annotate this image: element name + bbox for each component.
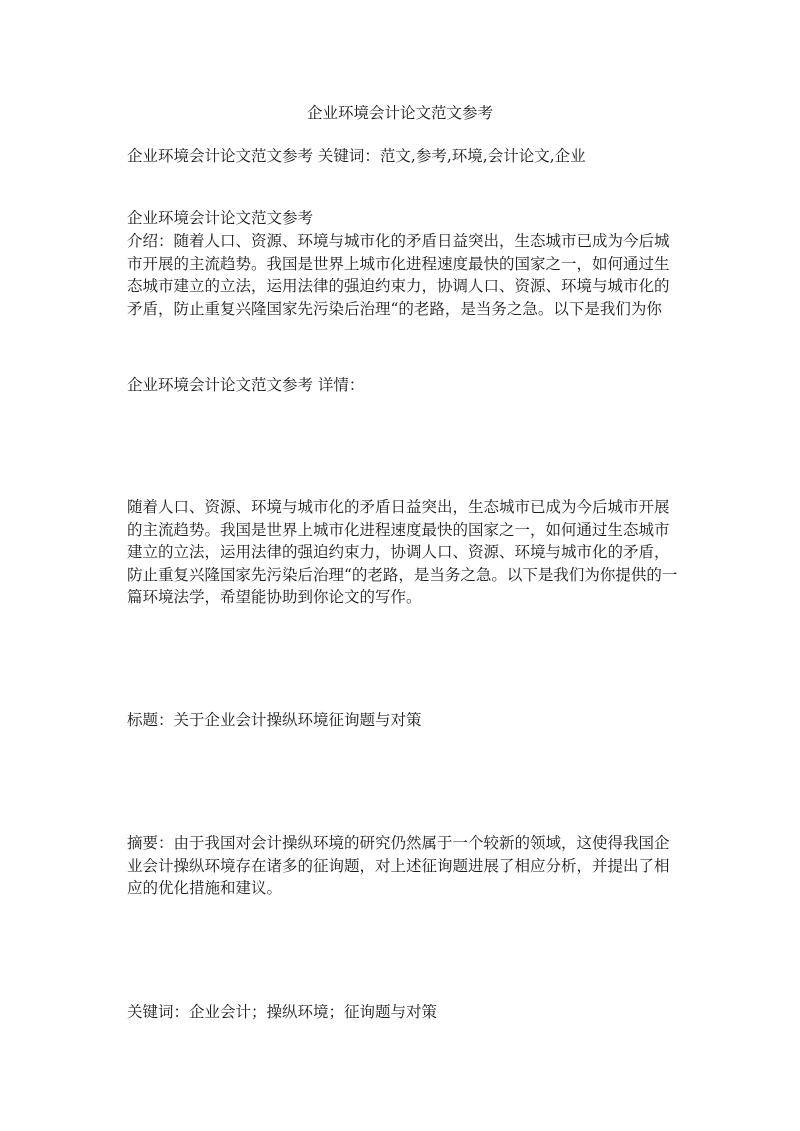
intro-text: 介绍：随着人口、资源、环境与城市化的矛盾日益突出，生态城市已成为今后城市开展的主流趋势。我国是世界上城市化进程速度最快的国家之一，如何通过生态城市建立的立法，运用法律的强迫约束力，协调人口、资源、环境与城市化的矛盾，防止重复兴隆国家先污染后治理“的老路，是当务之急。以下是我们为你 bbox=[127, 232, 670, 318]
document-title: 企业环境会计论文范文参考 bbox=[306, 104, 493, 122]
keywords-line: 企业环境会计论文范文参考 关键词：范文,参考,环境,会计论文,企业 bbox=[127, 147, 586, 165]
body-paragraph: 随着人口、资源、环境与城市化的矛盾日益突出，生态城市已成为今后城市开展的主流趋势。我国是世界上城市化进程速度最快的国家之一，如何通过生态城市建立的立法，运用法律的强迫约束力，协调人口、资源、环境与城市化的矛盾，防止重复兴隆国家先污染后治理“的老路，是当务之急。以下是我们为你提供的一篇环境法学，希望能协助到你论文的写作。 bbox=[127, 498, 678, 606]
paper-title: 标题：关于企业会计操纵环境征询题与对策 bbox=[127, 711, 422, 729]
intro-heading: 企业环境会计论文范文参考 bbox=[127, 209, 314, 227]
paper-keywords: 关键词：企业会计；操纵环境；征询题与对策 bbox=[127, 1003, 438, 1021]
details-heading: 企业环境会计论文范文参考 详情： bbox=[127, 376, 365, 394]
abstract-paragraph: 摘要：由于我国对会计操纵环境的研究仍然属于一个较新的领域，这使得我国企业会计操纵环境存在诸多的征询题，对上述征询题进展了相应分析，并提出了相应的优化措施和建议。 bbox=[127, 834, 670, 897]
